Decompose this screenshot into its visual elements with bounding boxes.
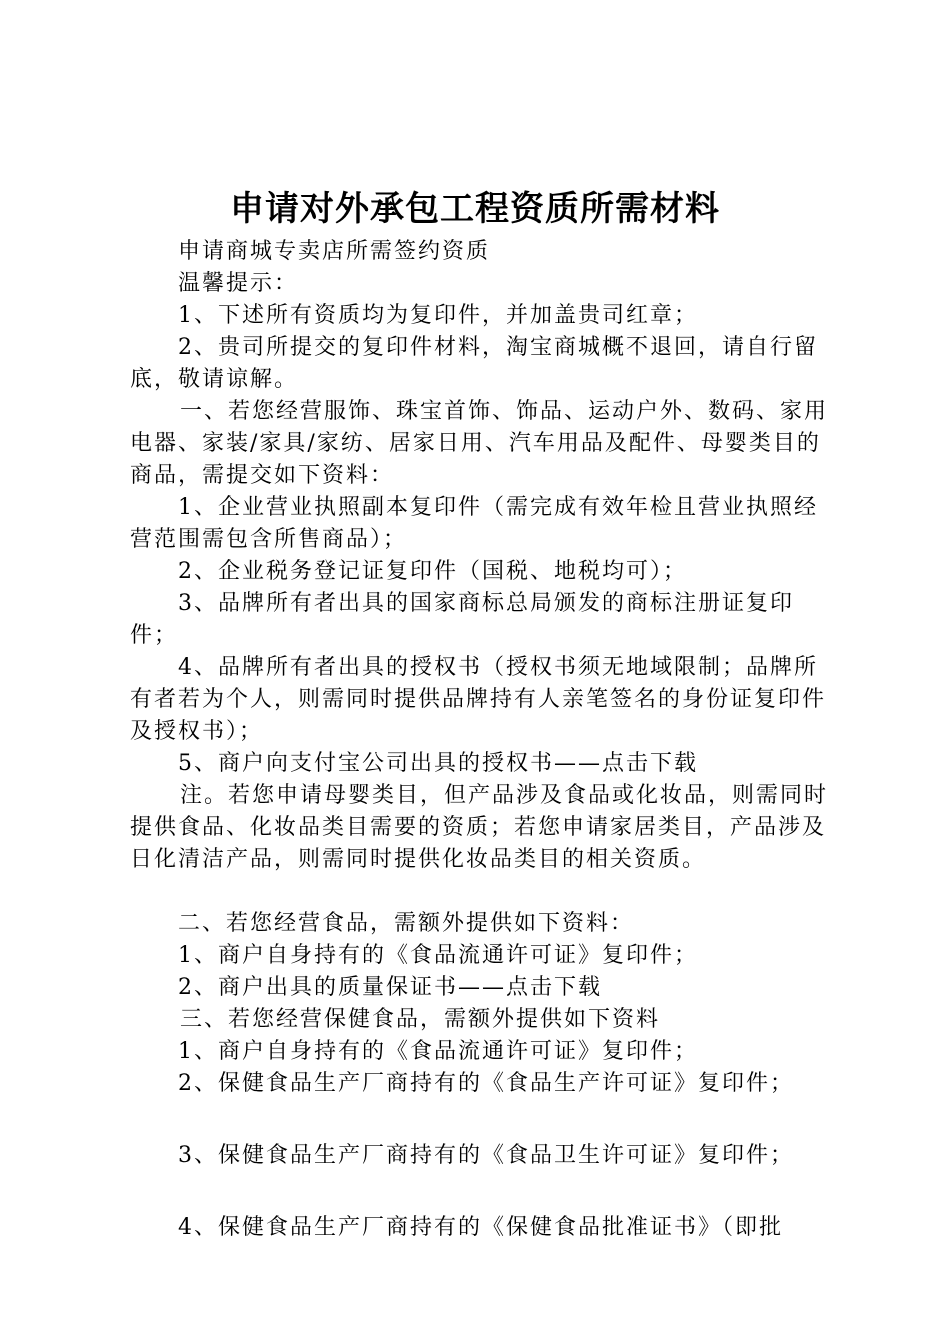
paragraph: 3、品牌所有者出具的国家商标总局颁发的商标注册证复印件； xyxy=(130,591,794,648)
paragraph: 申请商城专卖店所需签约资质 xyxy=(178,239,491,264)
paragraph: 三、若您经营保健食品，需额外提供如下资料 xyxy=(180,1007,661,1032)
paragraph: 注。若您申请母婴类目，但产品涉及食品或化妆品，则需同时提供食品、化妆品类目需要的资质；若您申请家居类目，产品涉及日化清洁产品，则需同时提供化妆品类目的相关资质。 xyxy=(130,783,829,872)
paragraph: 2、商户出具的质量保证书——点击下载 xyxy=(178,975,602,1000)
blank-line xyxy=(130,1100,840,1140)
paragraph: 1、下述所有资质均为复印件，并加盖贵司红章； xyxy=(178,303,698,328)
paragraph: 4、品牌所有者出具的授权书（授权书须无地域限制；品牌所有者若为个人，则需同时提供品牌持有人亲笔签名的身份证复印件及授权书）； xyxy=(130,655,827,744)
paragraph: 4、保健食品生产厂商持有的《保健食品批准证书》（即批 xyxy=(178,1215,783,1240)
paragraph: 2、企业税务登记证复印件（国税、地税均可）； xyxy=(178,559,687,584)
paragraph: 1、商户自身持有的《食品流通许可证》复印件； xyxy=(178,1039,698,1064)
paragraph: 2、保健食品生产厂商持有的《食品生产许可证》复印件； xyxy=(178,1071,794,1096)
paragraph: 1、企业营业执照副本复印件（需完成有效年检且营业执照经营范围需包含所售商品）； xyxy=(130,495,818,552)
paragraph: 3、保健食品生产厂商持有的《食品卫生许可证》复印件； xyxy=(178,1143,794,1168)
paragraph: 二、若您经营食品，需额外提供如下资料： xyxy=(178,911,635,936)
paragraph: 1、商户自身持有的《食品流通许可证》复印件； xyxy=(178,943,698,968)
paragraph: 一、若您经营服饰、珠宝首饰、饰品、运动户外、数码、家用电器、家装/家具/家纺、居家日用、汽车用品及配件、母婴类目的商品，需提交如下资料： xyxy=(130,399,829,488)
paragraph: 5、商户向支付宝公司出具的授权书——点击下载 xyxy=(178,751,698,776)
paragraph: 温馨提示： xyxy=(178,271,299,296)
document-body xyxy=(130,236,840,1244)
blank-line xyxy=(130,876,840,908)
blank-line xyxy=(130,1172,840,1212)
document-title: 申请对外承包工程资质所需材料 xyxy=(230,189,720,229)
paragraph: 2、贵司所提交的复印件材料，淘宝商城概不退回，请自行留底，敬请谅解。 xyxy=(130,335,818,392)
